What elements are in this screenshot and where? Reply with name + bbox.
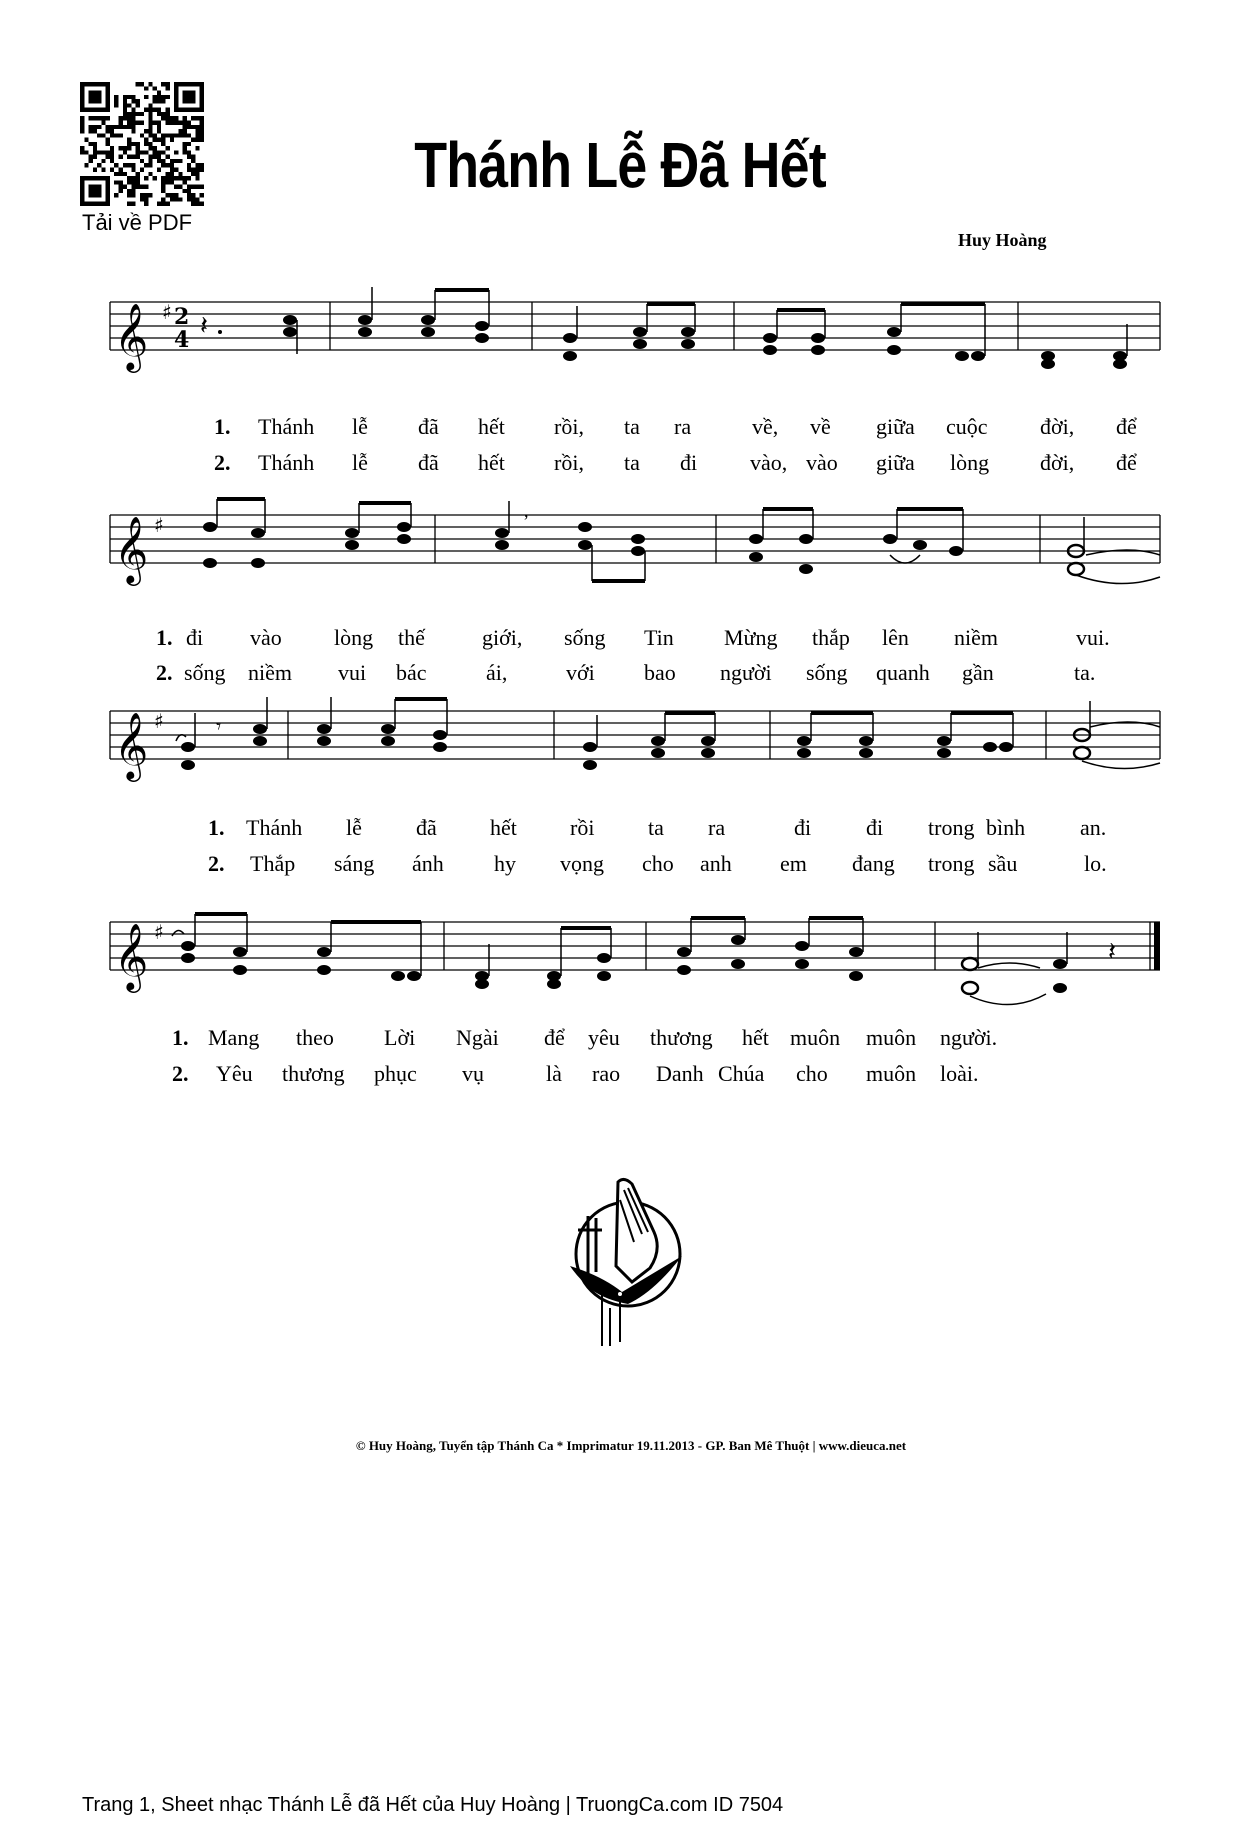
- lyric-syllable: về: [810, 414, 831, 439]
- lyric-syllable: em: [780, 851, 807, 876]
- lyric-syllable: người: [720, 660, 772, 685]
- lyric-line: [0, 1061, 1240, 1091]
- lyric-line: [0, 1025, 1240, 1055]
- lyric-syllable: sáng: [334, 851, 375, 876]
- lyric-syllable: theo: [296, 1025, 334, 1050]
- lyric-syllable: hết: [478, 450, 505, 475]
- lyric-syllable: vui.: [1076, 625, 1110, 650]
- lyric-syllable: Lời: [384, 1025, 416, 1050]
- lyric-syllable: đời,: [1040, 414, 1075, 439]
- lyric-syllable: Yêu: [216, 1061, 253, 1086]
- svg-text:𝄞: 𝄞: [114, 515, 149, 583]
- lyric-syllable: người.: [940, 1025, 998, 1050]
- staff-system-2: [110, 501, 1170, 595]
- lyric-syllable: Thánh: [258, 414, 315, 439]
- dove-praying-hands-emblem: [562, 1172, 694, 1347]
- lyric-syllable: loài.: [940, 1061, 979, 1086]
- staff-system-4: [110, 922, 1170, 1002]
- lyric-syllable: quanh: [876, 660, 930, 685]
- lyric-syllable: niềm: [248, 660, 292, 685]
- lyric-syllable: hết: [490, 815, 517, 840]
- time-signature: 2: [174, 304, 190, 330]
- lyric-syllable: đã: [418, 450, 439, 475]
- lyric-syllable: phục: [374, 1061, 417, 1086]
- lyric-syllable: để: [1116, 414, 1137, 439]
- lyric-syllable: anh: [700, 851, 732, 876]
- lyric-syllable: lễ: [352, 450, 368, 475]
- lyric-syllable: đi: [866, 815, 884, 840]
- lyric-syllable: ta: [648, 815, 664, 840]
- page-footer: Trang 1, Sheet nhạc Thánh Lễ đã Hết của Huy Hoàng | TruongCa.com ID 7504: [82, 1794, 784, 1816]
- lyric-syllable: rao: [592, 1061, 621, 1086]
- lyric-syllable: thế: [398, 625, 425, 650]
- lyric-syllable: Ngài: [456, 1025, 499, 1050]
- lyric-syllable: đang: [852, 851, 895, 876]
- lyric-syllable: Danh: [656, 1061, 704, 1086]
- lyric-syllable: Thánh: [246, 815, 303, 840]
- lyric-syllable: vào: [250, 625, 282, 650]
- svg-text:,: ,: [524, 501, 529, 521]
- staff-system-3: [110, 711, 1170, 791]
- sharp-icon: ♯: [154, 920, 164, 944]
- lyric-syllable: lên: [882, 625, 909, 650]
- lyric-syllable: an.: [1080, 815, 1107, 840]
- lyric-syllable: ta: [624, 414, 640, 439]
- lyric-syllable: Mừng: [724, 625, 778, 650]
- lyric-syllable: Tin: [644, 625, 674, 650]
- lyric-syllable: Chúa: [718, 1061, 765, 1086]
- lyric-syllable: vui: [338, 660, 367, 685]
- svg-text:𝄽: 𝄽: [200, 311, 208, 341]
- lyric-syllable: giữa: [876, 450, 915, 475]
- verse-number: 2.: [156, 660, 173, 685]
- composer-name: Huy Hoàng: [958, 230, 1047, 250]
- lyric-line: [0, 815, 1240, 845]
- lyric-syllable: gần: [962, 660, 994, 685]
- lyric-syllable: niềm: [954, 625, 998, 650]
- download-pdf-link[interactable]: Tải về PDF: [82, 210, 193, 235]
- lyric-syllable: để: [544, 1025, 565, 1050]
- lyric-syllable: ra: [708, 815, 726, 840]
- verse-number: 1.: [172, 1025, 189, 1050]
- sharp-icon: ♯: [162, 300, 172, 324]
- lyric-syllable: cuộc: [946, 414, 988, 439]
- lyric-syllable: thương: [650, 1025, 713, 1050]
- lyric-syllable: sống: [184, 660, 226, 685]
- lyric-syllable: trong: [928, 851, 975, 876]
- lyric-syllable: đi: [186, 625, 204, 650]
- lyric-line: [0, 414, 1240, 444]
- sharp-icon: ♯: [154, 513, 164, 537]
- svg-text:𝄽: 𝄽: [1108, 937, 1116, 967]
- verse-number: 1.: [156, 625, 173, 650]
- lyric-syllable: đã: [418, 414, 439, 439]
- lyric-syllable: Thắp: [250, 851, 296, 876]
- lyric-syllable: ta: [624, 450, 640, 475]
- lyric-syllable: là: [546, 1061, 562, 1086]
- lyric-syllable: về,: [752, 414, 779, 439]
- lyric-syllable: Thánh: [258, 450, 315, 475]
- lyric-syllable: muôn: [866, 1061, 917, 1086]
- verse-number: 2.: [214, 450, 231, 475]
- lyric-syllable: lòng: [950, 450, 990, 475]
- lyric-syllable: ánh: [412, 851, 444, 876]
- staff-system-1: [110, 302, 1170, 382]
- lyric-syllable: rồi: [570, 815, 595, 840]
- lyric-syllable: bác: [396, 660, 427, 685]
- lyric-syllable: sầu: [988, 851, 1018, 876]
- lyric-line: [0, 625, 1240, 655]
- verse-number: 1.: [208, 815, 225, 840]
- lyric-syllable: hy: [494, 851, 516, 876]
- lyric-syllable: bình: [986, 815, 1026, 840]
- lyric-syllable: giữa: [876, 414, 915, 439]
- svg-text:4: 4: [174, 327, 190, 353]
- lyric-line: [0, 660, 1240, 690]
- svg-text:𝄞: 𝄞: [114, 711, 149, 779]
- lyric-syllable: lòng: [334, 625, 374, 650]
- lyric-syllable: đi: [680, 450, 698, 475]
- lyric-syllable: sống: [806, 660, 848, 685]
- lyric-syllable: muôn: [866, 1025, 917, 1050]
- lyric-line: [0, 851, 1240, 881]
- lyric-syllable: trong: [928, 815, 975, 840]
- lyric-line: [0, 450, 1240, 480]
- treble-clef-icon: 𝄞: [114, 302, 149, 370]
- lyric-syllable: vào,: [750, 450, 788, 475]
- lyric-syllable: rồi,: [554, 450, 584, 475]
- lyric-syllable: sống: [564, 625, 606, 650]
- lyric-syllable: lễ: [352, 414, 368, 439]
- lyric-syllable: lo.: [1084, 851, 1107, 876]
- lyric-syllable: đi: [794, 815, 812, 840]
- lyric-syllable: ra: [674, 414, 692, 439]
- svg-text:𝄾: 𝄾: [216, 714, 222, 738]
- lyric-syllable: để: [1116, 450, 1137, 475]
- lyric-syllable: thương: [282, 1061, 345, 1086]
- lyric-syllable: vào: [806, 450, 838, 475]
- lyric-syllable: muôn: [790, 1025, 841, 1050]
- lyric-syllable: vọng: [560, 851, 604, 876]
- lyric-syllable: thắp: [812, 625, 850, 650]
- lyric-syllable: đời,: [1040, 450, 1075, 475]
- svg-text:𝄞: 𝄞: [114, 922, 149, 990]
- lyric-syllable: rồi,: [554, 414, 584, 439]
- lyric-syllable: đã: [416, 815, 437, 840]
- notes-system-1: [200, 287, 1127, 369]
- lyric-syllable: cho: [796, 1061, 828, 1086]
- lyric-syllable: với: [566, 660, 595, 685]
- lyric-syllable: Mang: [208, 1025, 260, 1050]
- verse-number: 2.: [172, 1061, 189, 1086]
- song-title: Thánh Lễ Đã Hết: [414, 129, 826, 201]
- lyric-syllable: hết: [742, 1025, 769, 1050]
- verse-number: 1.: [214, 414, 231, 439]
- lyric-syllable: ái,: [486, 660, 508, 685]
- lyric-syllable: bao: [644, 660, 676, 685]
- sharp-icon: ♯: [154, 709, 164, 733]
- verse-number: 2.: [208, 851, 225, 876]
- lyric-syllable: ta.: [1074, 660, 1096, 685]
- lyric-syllable: lễ: [346, 815, 362, 840]
- lyric-syllable: vụ: [462, 1061, 484, 1086]
- lyric-syllable: yêu: [588, 1025, 620, 1050]
- lyric-syllable: hết: [478, 414, 505, 439]
- lyric-syllable: giới,: [482, 625, 523, 650]
- lyric-syllable: cho: [642, 851, 674, 876]
- copyright-notice: © Huy Hoàng, Tuyển tập Thánh Ca * Imprimatur 19.11.2013 - GP. Ban Mê Thuột | www.dieuca.net: [355, 1438, 907, 1453]
